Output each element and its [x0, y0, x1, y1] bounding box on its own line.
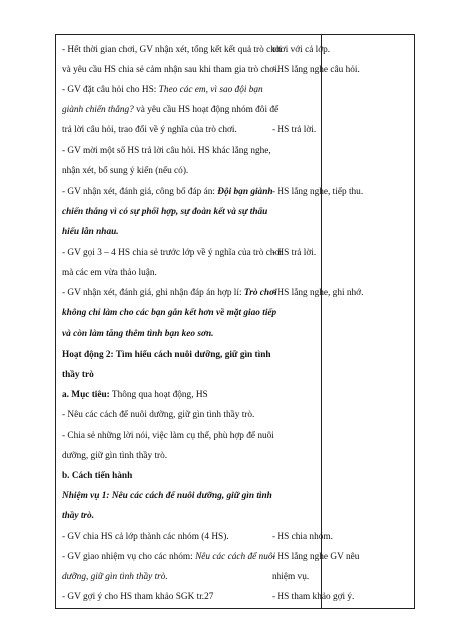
left-line: - GV chia HS cả lớp thành các nhóm (4 HS).	[62, 532, 229, 542]
left-line: dưỡng, giữ gìn tình thầy trò.	[62, 451, 168, 461]
left-line: - GV gợi ý cho HS tham khảo SGK tr.27	[62, 592, 214, 602]
left-line: - Hết thời gian chơi, GV nhận xét, tổng kết kết quả trò chơi	[62, 45, 283, 55]
left-line: và yêu cầu HS chia sẻ cảm nhận sau khi tham gia trò chơi.	[62, 65, 280, 75]
right-line: - HS lắng nghe, tiếp thu.	[272, 187, 364, 197]
left-line: - GV mời một số HS trả lời câu hỏi. HS khác lắng nghe,	[62, 146, 271, 156]
left-line: giành chiến thắng? và yêu cầu HS hoạt động nhóm đôi để	[62, 105, 279, 115]
right-line: - HS tham khảo gợi ý.	[272, 592, 355, 602]
left-line: - GV gọi 3 – 4 HS chia sẻ trước lớp về ý nghĩa của trò chơi	[62, 248, 282, 258]
left-line: nhận xét, bổ sung ý kiến (nếu có).	[62, 166, 189, 176]
task-heading: thầy trò.	[62, 511, 95, 521]
left-line: trả lời câu hỏi, trao đổi về ý nghĩa của trò chơi.	[62, 125, 237, 135]
section-heading: b. Cách tiến hành	[62, 471, 133, 481]
left-line: - GV đặt câu hỏi cho HS: Theo các em, vì sao đội bạn	[62, 85, 263, 95]
left-line: - Chia sẻ những lời nói, việc làm cụ thể, phù hợp để nuôi	[62, 431, 274, 441]
left-line: và còn làm tăng thêm tình bạn keo sơn.	[62, 329, 214, 339]
left-line: mà các em vừa thảo luận.	[62, 268, 157, 278]
task-heading: Nhiệm vụ 1: Nêu các cách để nuôi dưỡng, giữ gìn tình	[62, 491, 272, 501]
right-line: chơi với cả lớp.	[272, 45, 331, 55]
right-line: - HS lắng nghe GV nêu	[272, 552, 360, 562]
right-line: nhiệm vụ.	[272, 572, 310, 582]
column-divider	[321, 35, 322, 608]
left-line: - GV nhận xét, đánh giá, ghi nhận đáp án hợp lí: Trò chơi	[62, 288, 277, 298]
left-line: dưỡng, giữ gìn tình thầy trò.	[62, 572, 168, 582]
section-heading: Hoạt động 2: Tìm hiểu cách nuôi dưỡng, giữ gìn tình	[62, 350, 271, 360]
left-line: a. Mục tiêu: Thông qua hoạt động, HS	[62, 390, 208, 400]
right-line: - HS trả lời.	[272, 125, 317, 135]
left-line: - GV nhận xét, đánh giá, công bố đáp án: Đội bạn giành	[62, 187, 273, 197]
right-line: - HS trả lời.	[272, 248, 317, 258]
left-line: không chỉ làm cho các bạn gắn kết hơn về mặt giao tiếp	[62, 308, 277, 318]
left-line: - GV giao nhiệm vụ cho các nhóm: Nêu các cách để nuôi	[62, 552, 276, 562]
section-heading: thầy trò	[62, 370, 94, 380]
right-line: - HS lắng nghe, ghi nhớ.	[272, 288, 364, 298]
left-line: - Nêu các cách để nuôi dưỡng, giữ gìn tình thầy trò.	[62, 410, 255, 420]
left-line: hiểu lẫn nhau.	[62, 227, 119, 237]
right-line: - HS lắng nghe câu hỏi.	[272, 65, 360, 75]
right-line: - HS chia nhóm.	[272, 532, 333, 542]
lesson-table	[55, 34, 415, 609]
left-line: chiến thắng vì có sự phối hợp, sự đoàn kết và sự thấu	[62, 207, 268, 217]
